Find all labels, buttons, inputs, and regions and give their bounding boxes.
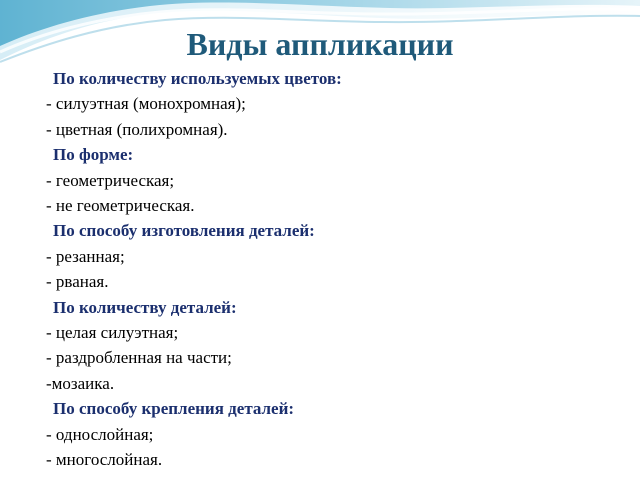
section-heading: По способу изготовления деталей:: [53, 221, 315, 241]
slide-title: Виды аппликации: [186, 26, 454, 62]
list-item: - целая силуэтная;: [46, 323, 179, 343]
section-heading: По способу крепления деталей:: [53, 399, 295, 419]
list-item: - цветная (полихромная).: [46, 119, 228, 139]
section-heading: По количеству используемых цветов:: [53, 69, 342, 88]
list-item: - резанная;: [46, 246, 125, 266]
list-item: - раздробленная на части;: [46, 348, 232, 368]
list-item: -мозаика.: [46, 373, 115, 393]
list-item: - не геометрическая.: [46, 196, 195, 216]
list-item: - однослойная;: [46, 424, 154, 444]
list-item: - многослойная.: [46, 450, 163, 470]
section-heading: По форме:: [53, 145, 134, 165]
list-item: - силуэтная (монохромная);: [46, 94, 246, 114]
content-list: [46, 66, 626, 473]
section-heading: По количеству деталей:: [53, 297, 237, 317]
list-item: - геометрическая;: [46, 170, 175, 190]
list-item: - рваная.: [46, 272, 109, 292]
